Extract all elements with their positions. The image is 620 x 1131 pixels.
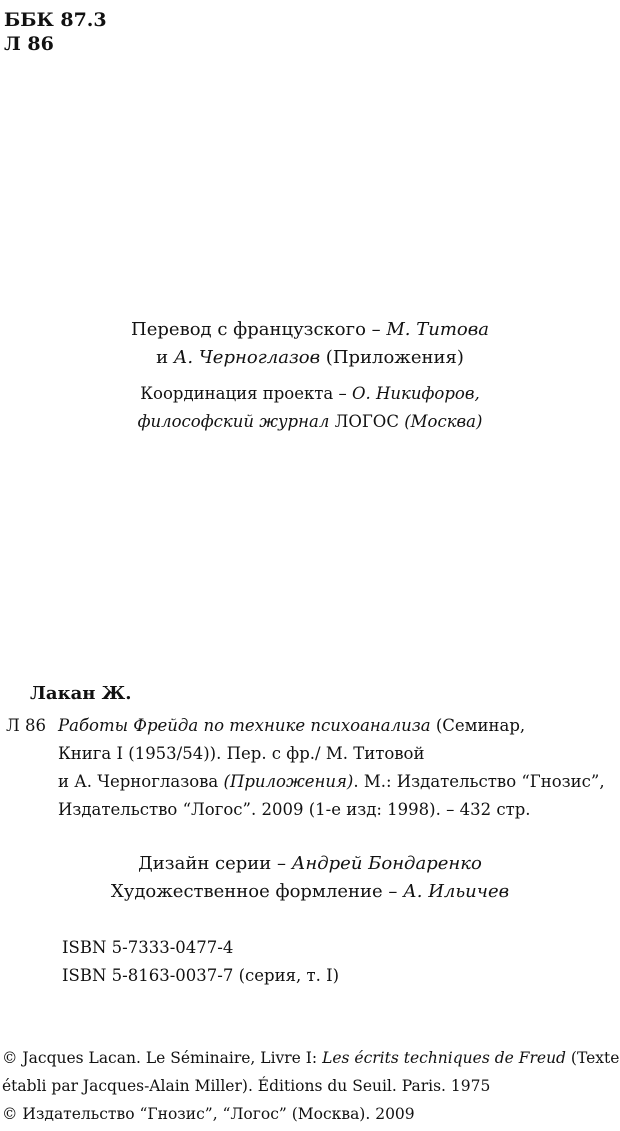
journal-city: (Москва) (398, 412, 483, 431)
record-line3-italic: (Приложения) (223, 772, 354, 791)
coordination-credit (0, 382, 620, 406)
isbn-1: ISBN 5-7333-0477-4 (62, 938, 234, 957)
bbk-code: ББК 87.3 (4, 9, 107, 31)
record-line-2: Книга I (1953/54)). Пер. с фр./ М. Титовой (58, 744, 425, 763)
record-line-3 (58, 770, 605, 794)
copyright-line1-italic: Les écrits techniques de Freud (322, 1049, 566, 1067)
record-line-4: Издательство “Логос”. 2009 (1-е изд: 1998). – 432 стр. (58, 800, 531, 819)
record-line3-start: и А. Черноглазова (58, 772, 224, 791)
copyright-line1-rest: (Texte (565, 1049, 620, 1067)
translator-2: А. Черноглазов (173, 347, 321, 368)
copyright-line1-start: © Jacques Lacan. Le Séminaire, Livre I: (2, 1049, 323, 1067)
coordination-label: Координация проекта – (140, 384, 352, 403)
copyright-line-1 (2, 1046, 619, 1070)
isbn-2: ISBN 5-8163-0037-7 (серия, т. I) (62, 966, 340, 985)
author-mark: Л 86 (4, 33, 54, 55)
and-text: и (156, 347, 174, 368)
record-line3-rest: . М.: Издательство “Гнозис”, (353, 772, 605, 791)
coordinator: О. Никифоров, (352, 384, 480, 403)
journal-name: ЛОГОС (334, 412, 399, 431)
record-author: Лакан Ж. (30, 683, 132, 704)
record-line1-rest: (Семинар, (430, 716, 526, 735)
appendices-text: (Приложения) (320, 347, 464, 368)
record-title: Работы Фрейда по технике психоанализа (58, 716, 431, 735)
translation-label: Перевод с французского – (131, 319, 387, 340)
copyright-line-2: établi par Jacques-Alain Miller). Éditions du Seuil. Paris. 1975 (2, 1077, 491, 1095)
record-title-line (58, 714, 525, 738)
record-mark: Л 86 (6, 716, 47, 735)
translator-1: М. Титова (386, 319, 489, 340)
art-label: Художественное формление – (110, 881, 404, 902)
journal-label: философский журнал (137, 412, 335, 431)
art-design-credit (0, 880, 620, 904)
series-designer: Андрей Бондаренко (291, 853, 482, 874)
translation-credit-2 (0, 346, 620, 370)
series-label: Дизайн серии – (138, 853, 292, 874)
journal-credit (0, 410, 620, 434)
translation-credit (0, 318, 620, 342)
series-design-credit (0, 852, 620, 876)
art-designer: А. Ильичев (403, 881, 510, 902)
copyright-line-3: © Издательство “Гнозис”, “Логос” (Москва). 2009 (2, 1105, 415, 1123)
